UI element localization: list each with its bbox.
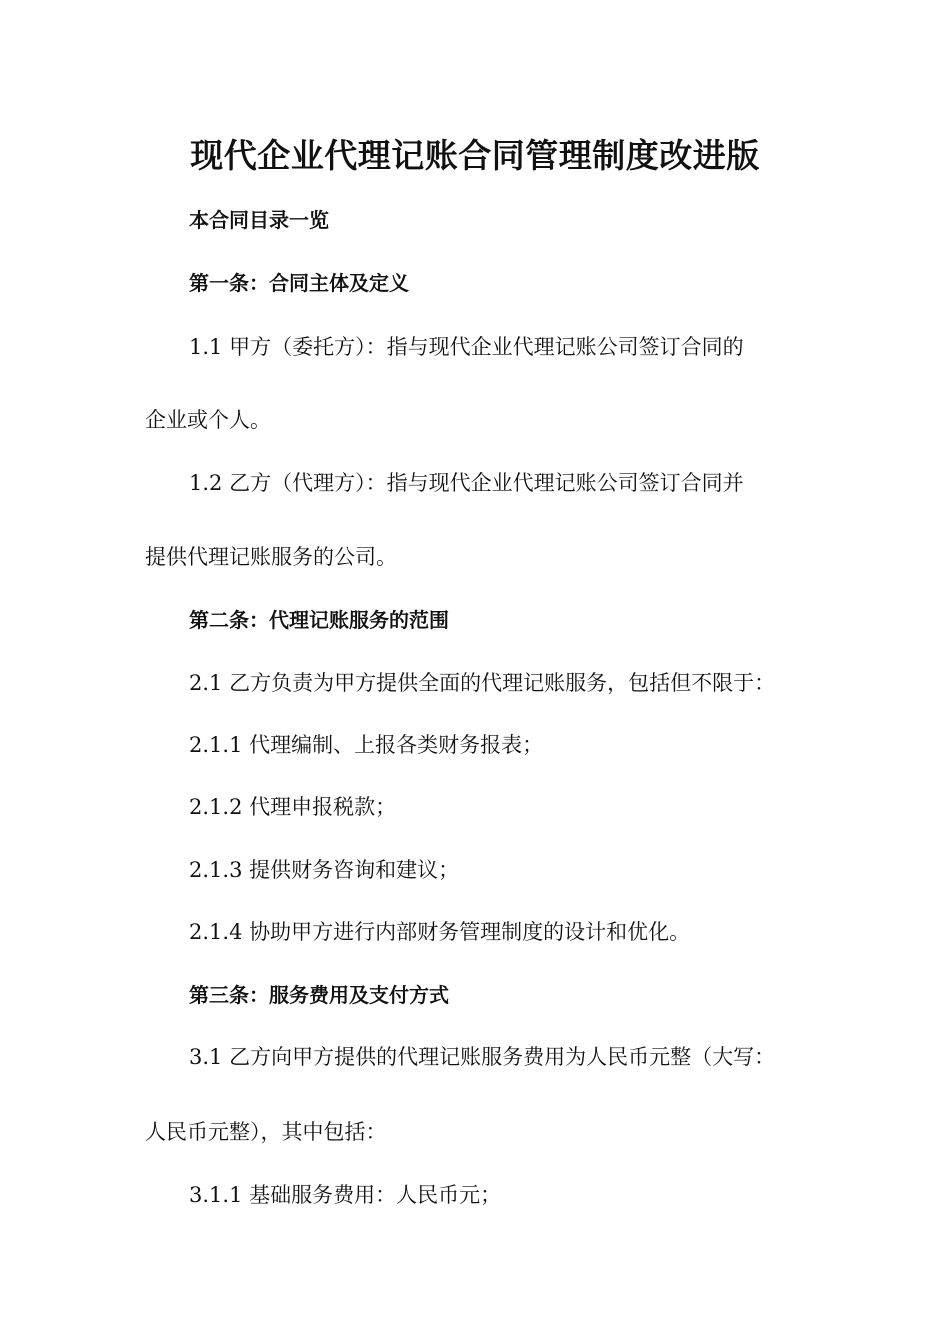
clause-2-1: 2.1 乙方负责为甲方提供全面的代理记账服务，包括但不限于：	[189, 671, 776, 695]
document-title: 现代企业代理记账合同管理制度改进版	[190, 136, 760, 175]
clause-3-1-line-1: 3.1 乙方向甲方提供的代理记账服务费用为人民币元整（大写：	[189, 1045, 776, 1069]
clause-2-1-4: 2.1.4 协助甲方进行内部财务管理制度的设计和优化。	[189, 920, 691, 944]
article-3-heading: 第三条：服务费用及支付方式	[189, 983, 449, 1007]
clause-2-1-2: 2.1.2 代理申报税款；	[189, 795, 397, 819]
table-of-contents-heading: 本合同目录一览	[189, 208, 329, 232]
clause-1-1-line-1: 1.1 甲方（委托方）：指与现代企业代理记账公司签订合同的	[189, 335, 744, 359]
clause-2-1-3: 2.1.3 提供财务咨询和建议；	[189, 858, 460, 882]
article-2-heading: 第二条：代理记账服务的范围	[189, 608, 449, 632]
clause-2-1-1: 2.1.1 代理编制、上报各类财务报表；	[189, 733, 544, 757]
clause-1-2-line-2: 提供代理记账服务的公司。	[145, 545, 397, 569]
article-1-heading: 第一条：合同主体及定义	[189, 271, 409, 295]
clause-1-1-line-2: 企业或个人。	[145, 408, 271, 432]
clause-3-1-1: 3.1.1 基础服务费用：人民币元；	[189, 1183, 502, 1207]
clause-3-1-line-2: 人民币元整），其中包括：	[145, 1120, 387, 1144]
clause-1-2-line-1: 1.2 乙方（代理方）：指与现代企业代理记账公司签订合同并	[189, 471, 744, 495]
